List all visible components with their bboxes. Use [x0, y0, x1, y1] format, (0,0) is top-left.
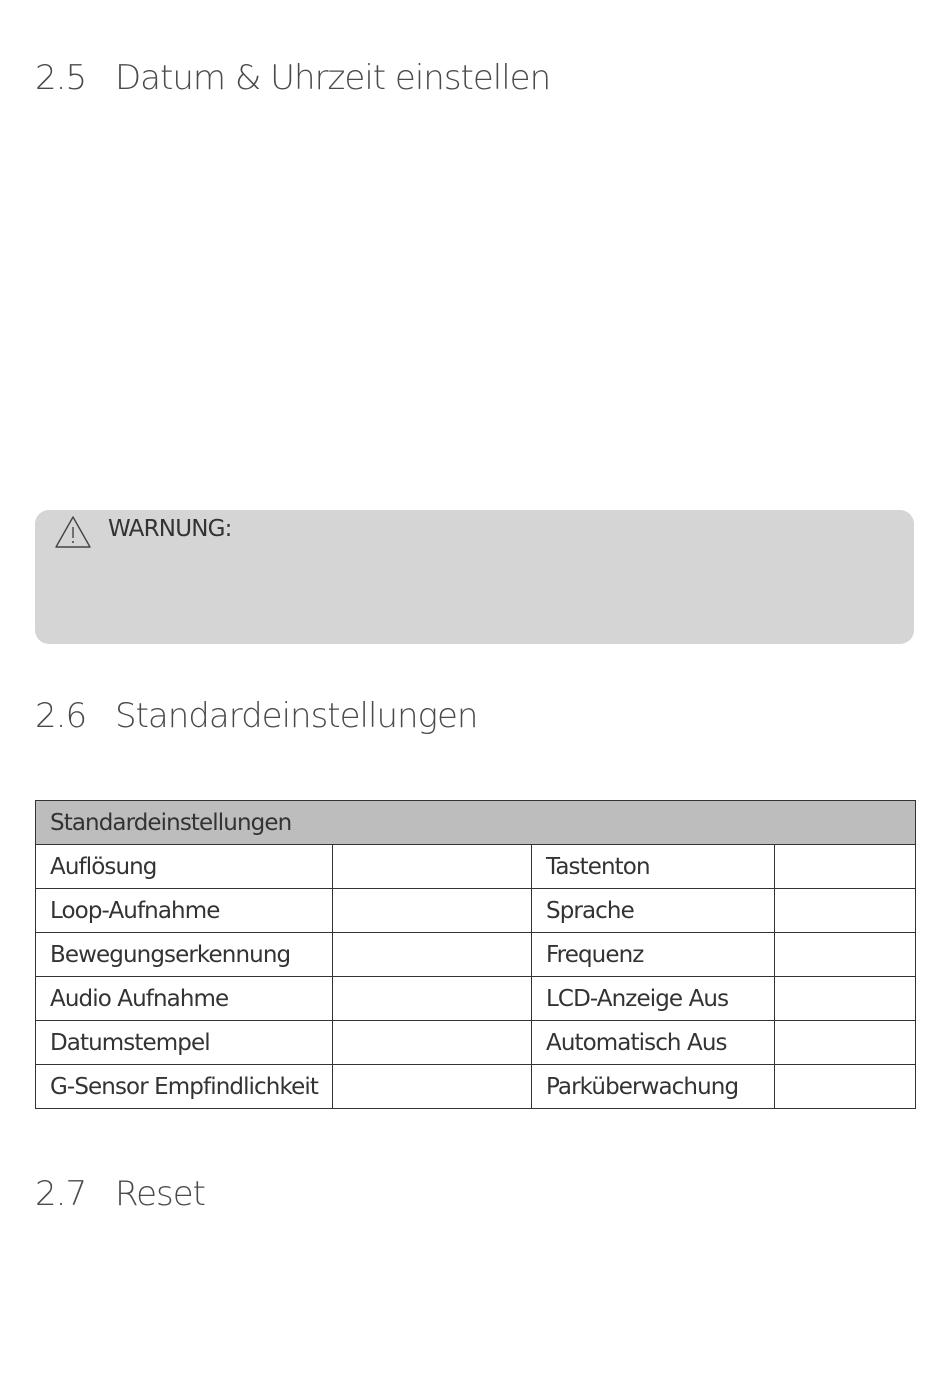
setting-value	[775, 1065, 916, 1109]
default-settings-table	[35, 800, 916, 1109]
setting-label: Bewegungserkennung	[36, 933, 333, 977]
setting-value	[333, 1021, 532, 1065]
setting-value	[775, 845, 916, 889]
table-header-row	[36, 801, 916, 845]
section-title: Reset	[115, 1174, 205, 1214]
setting-label: G-Sensor Empfindlichkeit	[36, 1065, 333, 1109]
setting-value	[775, 889, 916, 933]
table-row	[36, 889, 916, 933]
table-header: Standardeinstellungen	[36, 801, 916, 845]
setting-label: Tastenton	[532, 845, 775, 889]
setting-value	[333, 845, 532, 889]
setting-label: Parküberwachung	[532, 1065, 775, 1109]
section-number: 2.5	[35, 58, 87, 98]
setting-value	[333, 1065, 532, 1109]
setting-label: Audio Aufnahme	[36, 977, 333, 1021]
section-heading-reset	[35, 1174, 205, 1214]
setting-value	[775, 1021, 916, 1065]
warning-box	[35, 510, 914, 644]
setting-label: LCD-Anzeige Aus	[532, 977, 775, 1021]
warning-triangle-icon	[53, 514, 93, 550]
setting-value	[333, 889, 532, 933]
setting-label: Auflösung	[36, 845, 333, 889]
section-heading-default-settings	[35, 696, 477, 736]
table-row	[36, 1065, 916, 1109]
setting-value	[333, 977, 532, 1021]
table-row	[36, 977, 916, 1021]
section-title: Standardeinstellungen	[115, 696, 478, 736]
section-heading-date-time	[35, 58, 550, 98]
table-row	[36, 845, 916, 889]
section-title: Datum & Uhrzeit einstellen	[115, 58, 551, 98]
section-number: 2.6	[35, 696, 87, 736]
table-row	[36, 933, 916, 977]
section-number: 2.7	[35, 1174, 87, 1214]
setting-label: Datumstempel	[36, 1021, 333, 1065]
setting-value	[333, 933, 532, 977]
warning-label: WARNUNG:	[108, 516, 232, 542]
setting-value	[775, 933, 916, 977]
setting-label: Frequenz	[532, 933, 775, 977]
setting-label: Automatisch Aus	[532, 1021, 775, 1065]
setting-label: Sprache	[532, 889, 775, 933]
setting-value	[775, 977, 916, 1021]
setting-label: Loop-Aufnahme	[36, 889, 333, 933]
table-row	[36, 1021, 916, 1065]
